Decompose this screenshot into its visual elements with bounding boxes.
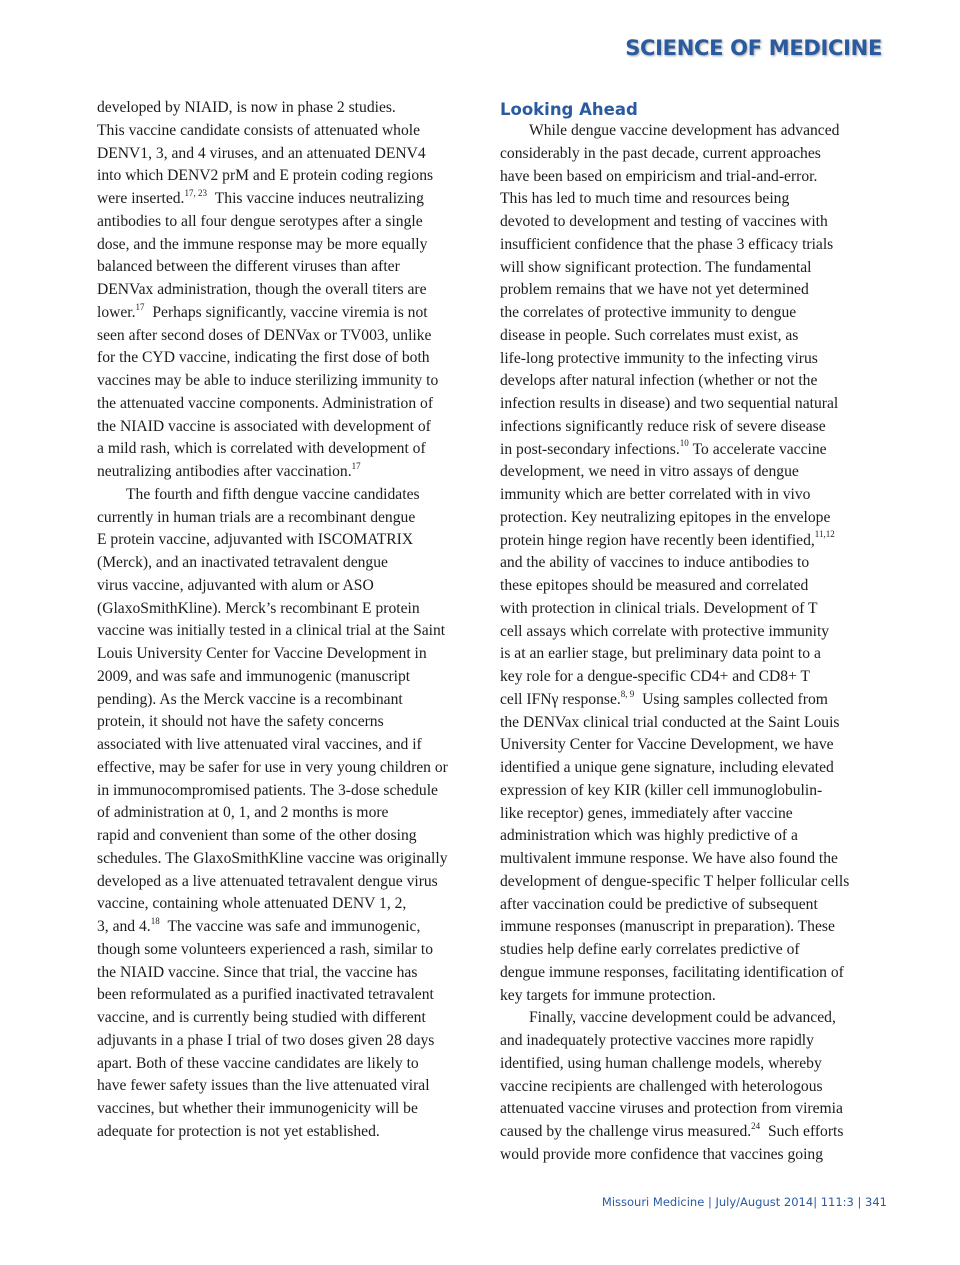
text-line: development of dengue-specific T helper follicular cells xyxy=(500,872,850,890)
text-line: effective, may be safer for use in very young children or xyxy=(97,758,448,776)
section-heading: Looking Ahead xyxy=(500,100,638,119)
text-line xyxy=(500,1121,885,1144)
citation-ref: 24 xyxy=(751,1120,761,1131)
text-line: and the ability of vaccines to induce antibodies to xyxy=(500,554,810,572)
text-line: 2009, and was safe and immunogenic (manuscript xyxy=(97,667,411,685)
text-segment: neutralizing antibodies after vaccination. xyxy=(97,463,352,480)
text-line: considerably in the past decade, current approaches xyxy=(500,144,821,162)
text-line: vaccine, containing whole attenuated DENV 1, 2, xyxy=(97,895,407,913)
section-header: SCIENCE OF MEDICINE xyxy=(625,36,882,60)
text-line: protection. Key neutralizing epitopes in the envelope xyxy=(500,508,831,526)
text-segment: were inserted. xyxy=(97,190,185,207)
text-segment: To accelerate vaccine xyxy=(692,440,827,458)
text-line: antibodies to all four dengue serotypes after a single xyxy=(97,212,423,230)
text-line: Louis University Center for Vaccine Development in xyxy=(97,645,427,662)
right-column xyxy=(500,97,885,1167)
text-line: after vaccination could be predictive of subsequent xyxy=(500,895,818,913)
text-line: associated with live attenuated viral vaccines, and if xyxy=(97,736,422,753)
text-line: life-long protective immunity to the infecting virus xyxy=(500,349,818,367)
citation-ref: 10 xyxy=(679,438,689,449)
text-segment: protein hinge region have recently been identified, xyxy=(500,531,815,549)
text-line xyxy=(97,916,487,939)
text-segment: The vaccine was safe and immunogenic, xyxy=(167,918,421,935)
text-line: (Merck), and an inactivated tetravalent dengue xyxy=(97,554,388,571)
text-line: in immunocompromised patients. The 3-dose schedule xyxy=(97,781,438,799)
text-line: immunity which are better correlated with in vivo xyxy=(500,486,811,503)
text-line xyxy=(500,689,885,712)
text-line xyxy=(500,530,885,553)
text-segment: Such efforts xyxy=(767,1123,844,1140)
paragraph-first-line: Finally, vaccine development could be advanced, xyxy=(529,1009,836,1027)
text-line: vaccine recipients are challenged with heterologous xyxy=(500,1077,823,1095)
text-line: the NIAID vaccine is associated with development of xyxy=(97,417,431,435)
text-line: key targets for immune protection. xyxy=(500,986,716,1004)
text-line: vaccines, but whether their immunogenicity will be xyxy=(97,1100,418,1117)
text-line xyxy=(500,439,885,462)
text-line: protein, it should not have the safety concerns xyxy=(97,713,384,731)
text-line: multivalent immune response. We have also found the xyxy=(500,850,838,867)
text-line: the DENVax clinical trial conducted at the Saint Louis xyxy=(500,713,840,731)
text-line: adequate for protection is not yet established. xyxy=(97,1122,380,1140)
text-segment: cell IFNγ response. xyxy=(500,690,621,708)
text-line: vaccines may be able to induce sterilizing immunity to xyxy=(97,372,439,389)
text-line: studies help define early correlates predictive of xyxy=(500,941,800,958)
paragraph-first-line: The fourth and fifth dengue vaccine candidates xyxy=(126,485,420,503)
text-line: adjuvants in a phase I trial of two doses given 28 days xyxy=(97,1031,435,1049)
text-line: insufficient confidence that the phase 3 efficacy trials xyxy=(500,235,834,253)
text-line xyxy=(97,188,487,211)
text-line: the attenuated vaccine components. Administration of xyxy=(97,394,434,412)
text-line: develops after natural infection (whether or not the xyxy=(500,372,818,390)
text-segment: in post-secondary infections. xyxy=(500,440,680,458)
text-segment: This vaccine induces neutralizing xyxy=(214,190,424,207)
text-line: currently in human trials are a recombinant dengue xyxy=(97,508,416,526)
text-line: apart. Both of these vaccine candidates are likely to xyxy=(97,1054,419,1072)
text-line: (GlaxoSmithKline). Merck’s recombinant E protein xyxy=(97,599,420,617)
citation-ref: 17 xyxy=(135,301,145,312)
citation-ref: 17, 23 xyxy=(184,187,207,198)
text-line: cell assays which correlate with protective immunity xyxy=(500,622,830,640)
text-line: balanced between the different viruses than after xyxy=(97,258,400,276)
text-line: like receptor) genes, immediately after vaccine xyxy=(500,804,793,822)
text-line: though some volunteers experienced a rash, similar to xyxy=(97,940,434,958)
citation-ref: 11,12 xyxy=(814,529,835,540)
text-line: attenuated vaccine viruses and protection from viremia xyxy=(500,1100,843,1118)
text-line: have been based on empiricism and trial-and-error. xyxy=(500,167,818,185)
text-line: University Center for Vaccine Development, we have xyxy=(500,736,834,754)
text-line: with protection in clinical trials. Development of T xyxy=(500,599,818,617)
text-line: devoted to development and testing of vaccines with xyxy=(500,213,828,230)
text-line: the NIAID vaccine. Since that trial, the vaccine has xyxy=(97,963,418,981)
text-line: would provide more confidence that vaccines going xyxy=(500,1145,824,1163)
text-line: E protein vaccine, adjuvanted with ISCOMATRIX xyxy=(97,531,414,549)
text-line: disease in people. Such correlates must exist, as xyxy=(500,326,799,344)
paragraph-first-line: While dengue vaccine development has advanced xyxy=(529,122,840,139)
text-line: This has led to much time and resources being xyxy=(500,190,790,208)
text-line: infection results in disease) and two sequential natural xyxy=(500,395,839,412)
text-line: been reformulated as a purified inactivated tetravalent xyxy=(97,986,434,1004)
text-line: dose, and the immune response may be more equally xyxy=(97,235,428,253)
text-line: development, we need in vitro assays of dengue xyxy=(500,463,799,481)
text-line: will show significant protection. The fundamental xyxy=(500,258,812,276)
text-line: This vaccine candidate consists of attenuated whole xyxy=(97,121,421,139)
text-line: expression of key KIR (killer cell immunoglobulin- xyxy=(500,781,823,799)
page-footer: Missouri Medicine | July/August 2014| 111:3 | 341 xyxy=(601,1195,887,1209)
text-line: rapid and convenient than some of the other dosing xyxy=(97,827,417,844)
text-line xyxy=(97,302,487,325)
text-segment: 3, and 4. xyxy=(97,918,151,935)
text-line: pending). As the Merck vaccine is a recombinant xyxy=(97,690,403,708)
text-line: seen after second doses of DENVax or TV003, unlike xyxy=(97,326,432,344)
text-line: developed by NIAID, is now in phase 2 studies. xyxy=(97,99,396,116)
text-line: a mild rash, which is correlated with development of xyxy=(97,440,426,458)
text-line: the correlates of protective immunity to dengue xyxy=(500,304,797,321)
text-segment: caused by the challenge virus measured. xyxy=(500,1123,752,1140)
citation-ref: 17 xyxy=(351,460,361,471)
text-line: for the CYD vaccine, indicating the first dose of both xyxy=(97,349,430,367)
text-line: and inadequately protective vaccines more rapidly xyxy=(500,1032,814,1049)
citation-ref: 8, 9 xyxy=(620,688,635,699)
text-line: is at an earlier stage, but preliminary data point to a xyxy=(500,645,821,663)
text-line: these epitopes should be measured and correlated xyxy=(500,577,809,594)
left-column xyxy=(97,97,487,1144)
text-line: DENVax administration, though the overall titers are xyxy=(97,281,427,298)
text-line: identified a unique gene signature, including elevated xyxy=(500,759,834,776)
text-line: identified, using human challenge models, whereby xyxy=(500,1054,822,1072)
text-line: vaccine, and is currently being studied with different xyxy=(97,1009,426,1026)
text-line: schedules. The GlaxoSmithKline vaccine was originally xyxy=(97,849,448,867)
text-line: DENV1, 3, and 4 viruses, and an attenuated DENV4 xyxy=(97,144,426,162)
text-line: problem remains that we have not yet determined xyxy=(500,281,809,299)
text-segment: lower. xyxy=(97,303,136,321)
text-line: dengue immune responses, facilitating identification of xyxy=(500,963,844,981)
text-line: vaccine was initially tested in a clinical trial at the Saint xyxy=(97,622,446,640)
text-line: virus vaccine, adjuvanted with alum or ASO xyxy=(97,576,374,594)
text-line: infections significantly reduce risk of severe disease xyxy=(500,417,826,435)
text-line: into which DENV2 prM and E protein coding regions xyxy=(97,167,434,185)
text-segment: Using samples collected from xyxy=(642,690,828,708)
text-line xyxy=(97,461,487,484)
citation-ref: 18 xyxy=(150,915,160,926)
text-segment: Perhaps significantly, vaccine viremia is not xyxy=(152,303,428,321)
text-line: administration which was highly predictive of a xyxy=(500,827,798,845)
text-line: key role for a dengue-specific CD4+ and CD8+ T xyxy=(500,668,811,685)
text-line: of administration at 0, 1, and 2 months is more xyxy=(97,804,389,822)
text-line: have fewer safety issues than the live attenuated viral xyxy=(97,1077,430,1095)
text-line: developed as a live attenuated tetravalent dengue virus xyxy=(97,872,438,890)
text-line: immune responses (manuscript in preparation). These xyxy=(500,918,835,936)
